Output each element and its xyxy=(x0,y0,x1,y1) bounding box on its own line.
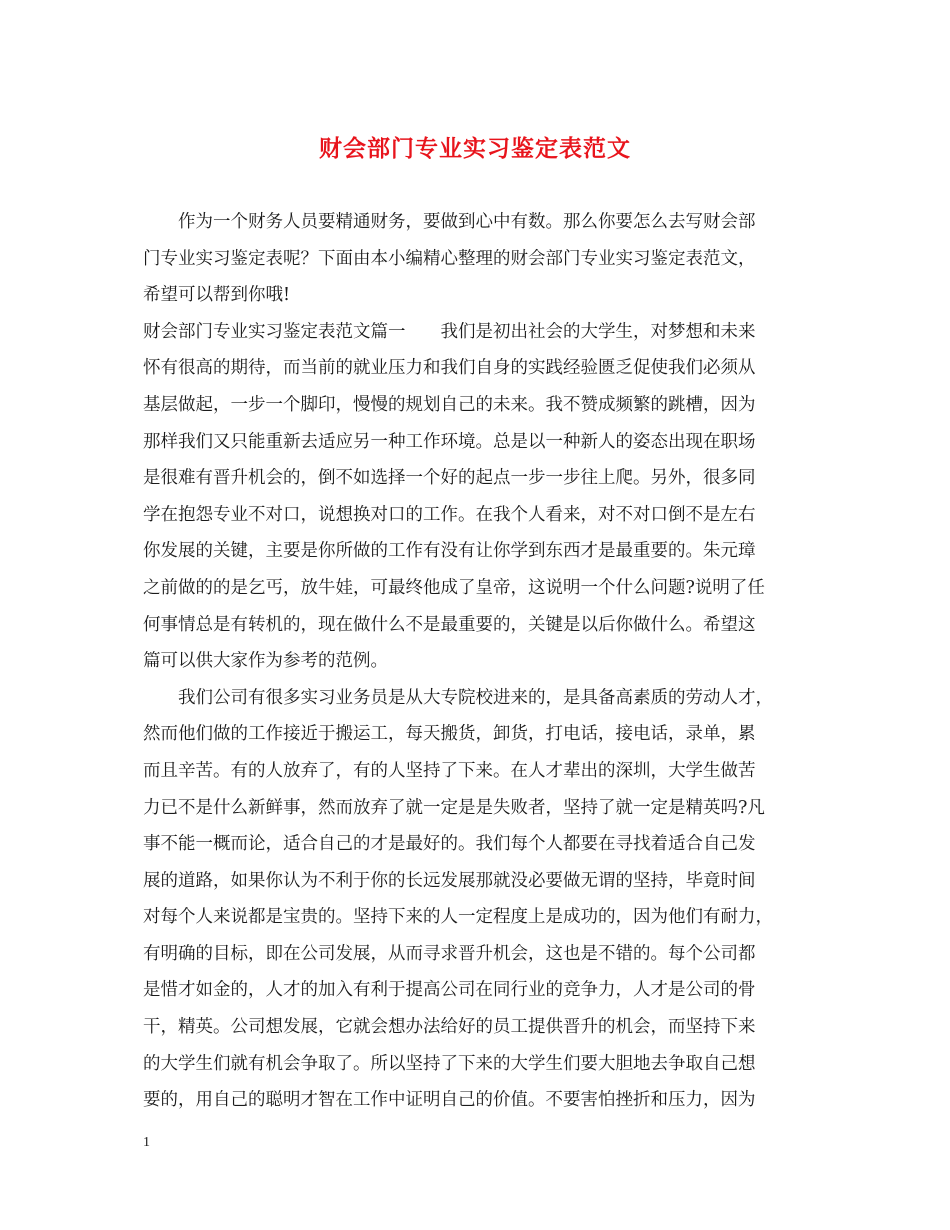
body-line: 是惜才如金的，人才的加入有利于提高公司在同行业的竞争力，人才是公司的骨 xyxy=(143,980,756,1001)
body-line: 学在抱怨专业不对口，说想换对口的工作。在我个人看来，对不对口倒不是左右 xyxy=(143,504,756,525)
body-line: 你发展的关键，主要是你所做的工作有没有让你学到东西才是最重要的。朱元璋 xyxy=(143,541,756,562)
body-line: 基层做起，一步一个脚印，慢慢的规划自己的未来。我不赞成频繁的跳槽，因为 xyxy=(143,394,756,415)
body-line: 干，精英。公司想发展，它就会想办法给好的员工提供晋升的机会，而坚持下来 xyxy=(143,1017,756,1038)
body-line: 门专业实习鉴定表呢？下面由本小编精心整理的财会部门专业实习鉴定表范文， xyxy=(143,248,756,269)
body-line: 事不能一概而论，适合自己的才是最好的。我们每个人都要在寻找着适合自己发 xyxy=(143,834,756,855)
body-line: 怀有很高的期待，而当前的就业压力和我们自身的实践经验匮乏促使我们必须从 xyxy=(143,358,756,379)
body-line: 有明确的目标，即在公司发展，从而寻求晋升机会，这也是不错的。每个公司都 xyxy=(143,943,756,964)
body-line: 然而他们做的工作接近于搬运工，每天搬货，卸货，打电话，接电话，录单，累 xyxy=(143,724,756,745)
body-line: 财会部门专业实习鉴定表范文篇一 我们是初出社会的大学生，对梦想和未来 xyxy=(143,321,756,342)
document-title: 财会部门专业实习鉴定表范文 xyxy=(319,135,631,162)
body-line: 而且辛苦。有的人放弃了，有的人坚持了下来。在人才辈出的深圳，大学生做苦 xyxy=(143,760,756,781)
document-body xyxy=(143,204,823,1119)
body-line: 展的道路，如果你认为不利于你的长远发展那就没必要做无谓的坚持，毕竟时间 xyxy=(143,870,756,891)
page-number: 1 xyxy=(143,1135,150,1150)
body-line: 对每个人来说都是宝贵的。坚持下来的人一定程度上是成功的，因为他们有耐力， xyxy=(143,907,773,928)
body-line: 要的，用自己的聪明才智在工作中证明自己的价值。不要害怕挫折和压力，因为 xyxy=(143,1090,756,1111)
body-line: 作为一个财务人员要精通财务，要做到心中有数。那么你要怎么去写财会部 xyxy=(178,212,756,232)
body-line: 希望可以帮到你哦! xyxy=(143,285,291,306)
body-line: 是很难有晋升机会的，倒不如选择一个好的起点一步一步往上爬。另外，很多同 xyxy=(143,468,756,489)
body-line: 力已不是什么新鲜事，然而放弃了就一定是是失败者，坚持了就一定是精英吗?凡 xyxy=(143,797,765,818)
body-line: 篇可以供大家作为参考的范例。 xyxy=(143,651,388,672)
body-line: 何事情总是有转机的，现在做什么不是最重要的，关键是以后你做什么。希望这 xyxy=(143,614,756,635)
body-line: 我们公司有很多实习业务员是从大专院校进来的，是具备高素质的劳动人才， xyxy=(178,687,773,708)
body-line: 的大学生们就有机会争取了。所以坚持了下来的大学生们要大胆地去争取自己想 xyxy=(143,1053,756,1074)
body-line: 那样我们又只能重新去适应另一种工作环境。总是以一种新人的姿态出现在职场 xyxy=(143,431,756,452)
body-line: 之前做的的是乞丐，放牛娃，可最终他成了皇帝，这说明一个什么问题?说明了任 xyxy=(143,577,765,598)
